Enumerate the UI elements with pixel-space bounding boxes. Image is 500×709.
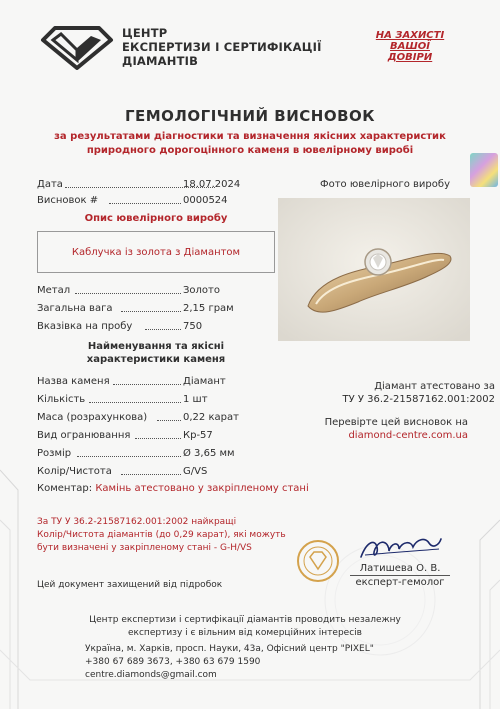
organization-name <box>122 26 322 68</box>
stone-color-value: G/VS <box>183 466 208 477</box>
weight-label: Загальна вага <box>37 303 113 314</box>
dot-leader <box>135 438 181 439</box>
tu-line-3: бути визначені у закріпленому стані - G-H/VS <box>37 543 252 553</box>
dot-leader <box>75 293 181 294</box>
photo-caption: Фото ювелірного виробу <box>320 179 450 190</box>
weight-value: 2,15 грам <box>183 303 234 314</box>
hologram-icon <box>470 153 498 187</box>
stone-size-value: Ø 3,65 мм <box>183 448 235 459</box>
stone-size-label: Розмір <box>37 448 72 459</box>
verify-link[interactable]: diamond-centre.com.ua <box>348 430 468 441</box>
signer-name: Латишева О. В. <box>359 563 441 574</box>
dot-leader <box>121 311 181 312</box>
signer-title: експерт-гемолог <box>350 575 450 589</box>
tu-note <box>37 516 286 555</box>
signature-icon <box>355 533 445 565</box>
address: Україна, м. Харків, просп. Науки, 43а, Офісний центр "PIXEL" <box>85 644 374 654</box>
hallmark-label: Вказівка на пробу <box>37 321 133 332</box>
stone-cut-label: Вид огранювання <box>37 430 131 441</box>
subtitle-line-2: природного дорогоцінного каменя в ювелірному виробі <box>86 145 414 156</box>
attest-line-1: Діамант атестовано за <box>374 381 495 392</box>
stone-title-line-1: Найменування та якісні <box>87 341 225 352</box>
seal-icon <box>296 539 340 583</box>
hallmark-value: 750 <box>183 321 203 332</box>
dot-leader <box>113 384 181 385</box>
contact-block <box>85 643 374 682</box>
metal-label: Метал <box>37 285 71 296</box>
email-link[interactable]: centre.diamonds@gmail.com <box>85 670 217 680</box>
stone-mass-value: 0,22 карат <box>183 412 239 423</box>
slogan-line-3: ДОВІРИ <box>387 52 433 63</box>
tu-line-2: Колір/Чистота діамантів (до 0,29 карат), які можуть <box>37 530 286 540</box>
org-line-3: ДІАМАНТІВ <box>122 54 199 68</box>
org-line-1: ЦЕНТР <box>122 26 168 40</box>
footer-statement <box>80 614 410 640</box>
dot-leader <box>77 456 181 457</box>
protection-note: Цей документ захищений від підробок <box>37 580 223 590</box>
footer-line-2: експертизу і є вільним від комерційних інтересів <box>128 628 362 638</box>
stone-section-title <box>37 340 275 366</box>
comment-row <box>37 483 309 494</box>
stone-cut-value: Кр-57 <box>183 430 213 441</box>
item-description-box <box>37 231 275 273</box>
comment-value: Камінь атестовано у закріпленому стані <box>95 483 309 494</box>
document-title: ГЕМОЛОГІЧНИЙ ВИСНОВОК <box>124 107 376 125</box>
stone-count-label: Кількість <box>37 394 86 405</box>
date-label: Дата <box>37 179 63 190</box>
footer-line-1: Центр експертизи і сертифікації діамантів проводить незалежну <box>89 615 401 625</box>
verify-line-1: Перевірте цей висновок на <box>324 417 468 428</box>
dot-leader <box>121 474 181 475</box>
dot-leader <box>157 420 181 421</box>
stone-count-value: 1 шт <box>183 394 208 405</box>
verify-note <box>290 416 468 442</box>
date-value: 18.07.2024 <box>183 179 241 190</box>
stone-mass-label: Маса (розрахункова) <box>37 412 148 423</box>
signer-block <box>350 562 450 589</box>
comment-label: Коментар: <box>37 483 93 494</box>
metal-value: Золото <box>183 285 220 296</box>
slogan-line-2: ВАШОЇ <box>390 41 430 52</box>
slogan <box>370 30 450 63</box>
ring-photo <box>278 198 470 341</box>
stone-title-line-2: характеристики каменя <box>86 354 226 365</box>
dot-leader <box>89 402 181 403</box>
document-subtitle <box>40 130 460 158</box>
org-line-2: ЕКСПЕРТИЗИ І СЕРТИФІКАЦІЇ <box>122 40 322 54</box>
diamond-logo-icon <box>37 26 117 70</box>
tu-line-1: За ТУ У 36.2-21587162.001:2002 найкращі <box>37 517 237 527</box>
subtitle-line-1: за результатами діагностики та визначення якісних характеристик <box>54 131 446 142</box>
stone-name-value: Діамант <box>183 376 226 387</box>
item-description: Каблучка із золота з Діамантом <box>71 247 241 258</box>
attest-line-2: ТУ У 36.2-21587162.001:2002 <box>342 394 495 405</box>
attestation-note <box>290 380 495 406</box>
slogan-line-1: НА ЗАХИСТІ <box>375 30 445 41</box>
stone-color-label: Колір/Чистота <box>37 466 112 477</box>
stone-name-label: Назва каменя <box>37 376 110 387</box>
phones: +380 67 689 3673, +380 63 679 1590 <box>85 657 261 667</box>
item-section-title: Опис ювелірного виробу <box>84 213 228 224</box>
number-value: 0000524 <box>183 195 228 206</box>
dot-leader <box>145 329 181 330</box>
number-label: Висновок # <box>37 195 99 206</box>
dot-leader <box>109 203 181 204</box>
